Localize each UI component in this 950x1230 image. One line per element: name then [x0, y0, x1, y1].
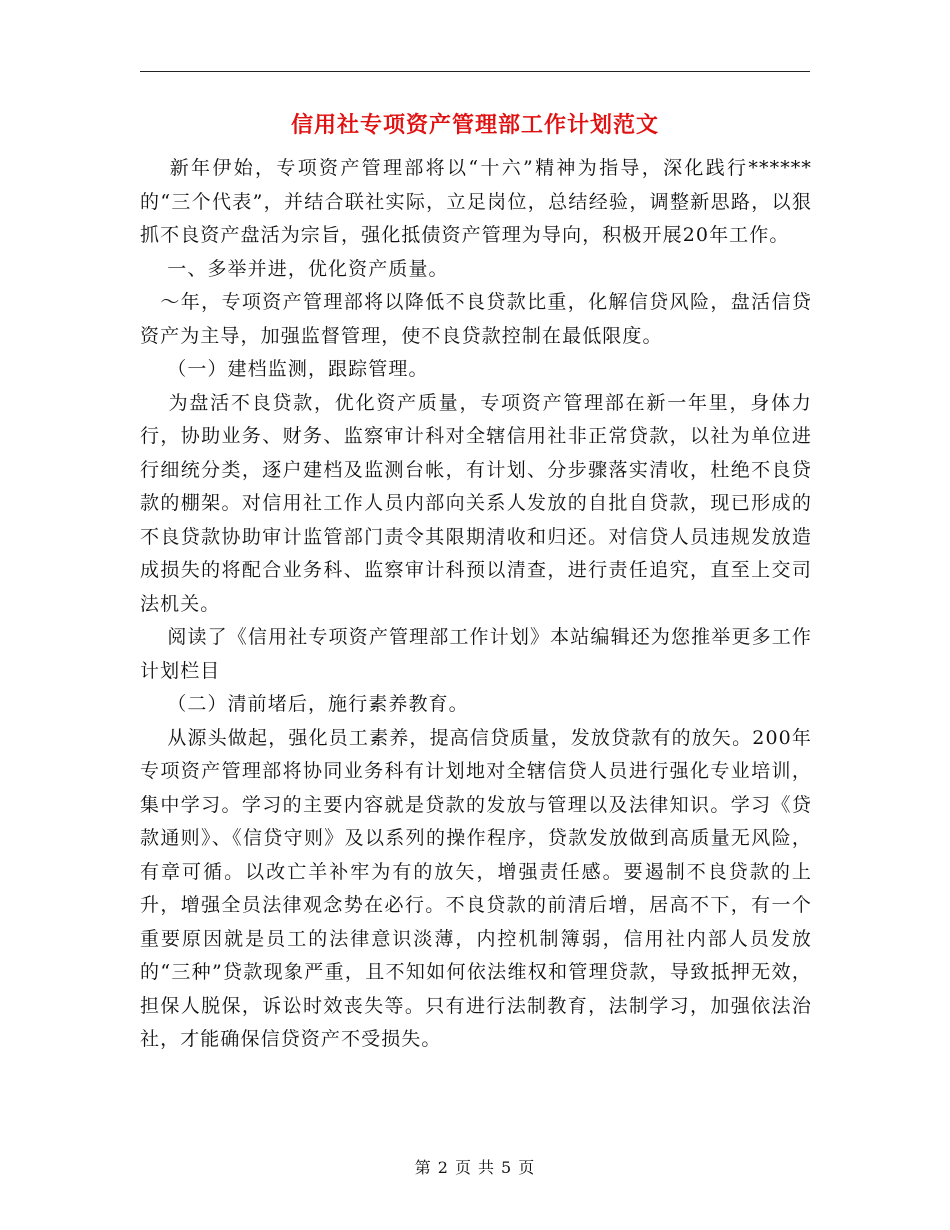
paragraph: 新年伊始，专项资产管理部将以“十六”精神为指导，深化践行******的“三个代表”，并结合联社实际，立足岗位，总结经验，调整新思路，以狠抓不良资产盘活为宗旨，强化抵债资产管理为导向，积极开展20年工作。 — [140, 157, 812, 246]
footer-prefix: 第 — [414, 1158, 432, 1177]
recommendation-note: 阅读了《信用社专项资产管理部工作计划》本站编辑还为您推举更多工作计划栏目 — [140, 626, 812, 682]
header-rule — [140, 71, 810, 72]
document-title: 信用社专项资产管理部工作计划范文 — [290, 113, 659, 138]
footer-total-pages: 5 — [501, 1158, 513, 1177]
footer-current-page: 2 — [437, 1158, 449, 1177]
footer-middle: 页 共 — [454, 1158, 496, 1177]
paragraph: ～年，专项资产管理部将以降低不良贷款比重，化解信贷风险，盘活信贷资产为主导，加强监督管理，使不良贷款控制在最低限度。 — [140, 291, 812, 347]
section-heading: 一、多举并进，优化资产质量。 — [167, 257, 449, 280]
document-body — [140, 152, 812, 1057]
subsection-heading: （一）建档监测，跟踪管理。 — [167, 358, 429, 380]
paragraph: 为盘活不良贷款，优化资产质量，专项资产管理部在新一年里，身体力行，协助业务、财务、监察审计科对全辖信用社非正常贷款，以社为单位进行细统分类，逐户建档及监测台帐，有计划、分步骤落实清收，杜绝不良贷款的棚架。对信用社工作人员内部向关系人发放的自批自贷款，现已形成的不良贷款协助审计监管部门责令其限期清收和归还。对信贷人员违规发放造成损失的将配合业务科、监察审计科预以清查，进行责任追究，直至上交司法机关。 — [140, 391, 812, 615]
paragraph: 从源头做起，强化员工素养，提高信贷质量，发放贷款有的放矢。200年专项资产管理部将协同业务科有计划地对全辖信贷人员进行强化专业培训，集中学习。学习的主要内容就是贷款的发放与管理以及法律知识。学习《贷款通则》、《信贷守则》及以系列的操作程序，贷款发放做到高质量无风险，有章可循。以改亡羊补牢为有的放矢，增强责任感。要遏制不良贷款的上升，增强全员法律观念势在必行。不良贷款的前清后增，居高不下，有一个重要原因就是员工的法律意识淡薄，内控机制簿弱，信用社内部人员发放的“三种”贷款现象严重，且不知如何依法维权和管理贷款，导致抵押无效，担保人脱保，诉讼时效丧失等。只有进行法制教育，法制学习，加强依法治社，才能确保信贷资产不受损失。 — [140, 726, 812, 1050]
page-footer — [0, 1155, 950, 1178]
subsection-heading: （二）清前堵后，施行素养教育。 — [167, 693, 469, 715]
footer-suffix: 页 — [518, 1158, 536, 1177]
